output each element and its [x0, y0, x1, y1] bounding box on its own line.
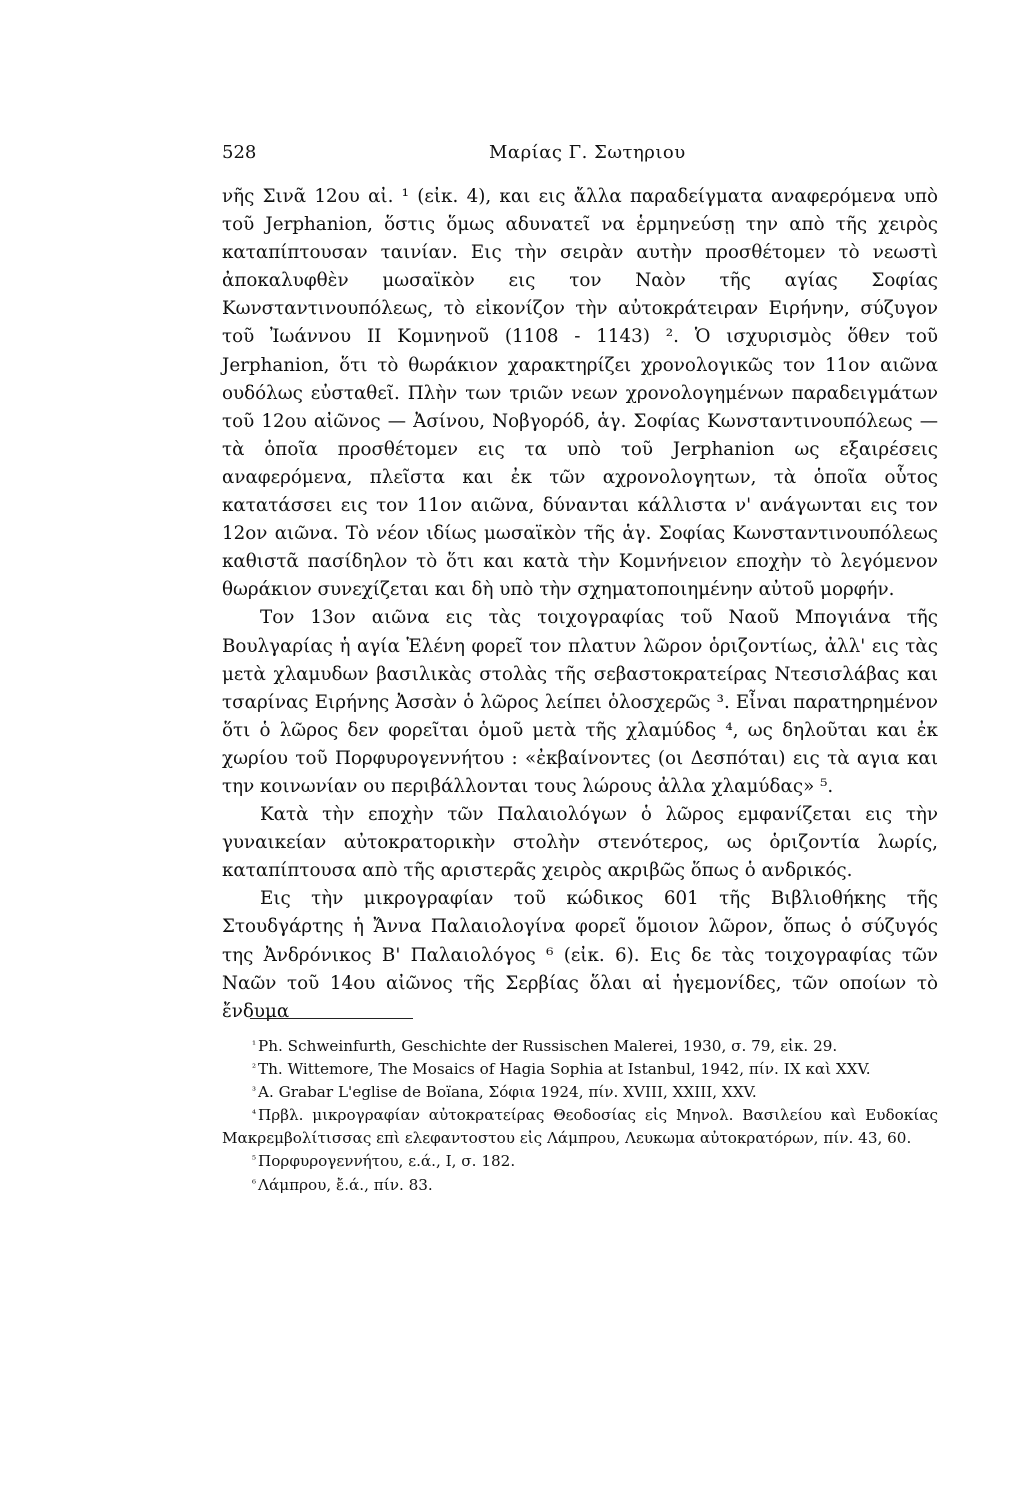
footnote-2-text: Th. Wittemore, The Mosaics of Hagia Sophia at Istanbul, 1942, πίν. IX καὶ XXV. [258, 1060, 871, 1079]
footnote-1-mark: ¹ [252, 1040, 257, 1051]
paragraph-1: νῆς Σινᾶ 12ου αἰ. ¹ (εἰκ. 4), και εις ἄλλα παραδείγματα αναφερόμενα υπὸ τοῦ Jerphanion, ὅστις ὅμως αδυνατεῖ να ἑρμηνεύσῃ την απὸ τῆς χειρὸς καταπίπτουσαν ταινίαν. Εις τὴν σειρὰν αυτὴν προσθέτομεν τὸ νεωστὶ ἀποκαλυφθὲν μωσαϊκὸν εις τον Ναὸν τῆς αγίας Σοφίας Κωνσταντινουπόλεως, τὸ εἰκονίζον τὴν αὐτοκράτειραν Ειρήνην, σύζυγον τοῦ Ἰωάννου ΙΙ Κομνηνοῦ (1108 - 1143) ². Ὁ ισχυρισμὸς ὅθεν τοῦ Jerphanion, ὅτι τὸ θωράκιον χαρακτηρίζει χρονολογικῶς τον 11ον αιῶνα ουδόλως εὐσταθεῖ. Πλὴν των τριῶν νεων χρονολογημένων παραδειγμάτων τοῦ 12ου αἰῶνος — Ἀσίνου, Νοβγορόδ, ἁγ. Σοφίας Κωνσταντινουπόλεως — τὰ ὁποῖα προσθέτομεν εις τα υπὸ τοῦ Jerphanion ως εξαιρέσεις αναφερόμενα, πλεῖστα και ἐκ τῶν αχρονολογητων, τὰ ὁποῖα οὗτος κατατάσσει εις τον 11ον αιῶνα, δύνανται κάλλιστα ν' ανάγωνται εις τον 12ον αιῶνα. Τὸ νέον ιδίως μωσαϊκὸν τῆς ἁγ. Σοφίας Κωνσταντινουπόλεως καθιστᾶ πασίδηλον τὸ ὅτι και κατὰ τὴν Κομνήνειον εποχὴν τὸ λεγόμενον θωράκιον συνεχίζεται και δὴ υπὸ τὴν σχηματοποιημένην αὐτοῦ μορφήν. [222, 186, 938, 601]
footnote-3-mark: ³ [252, 1086, 257, 1098]
footnote-5-text: Πορφυρογεννήτου, ε.ά., Ι, σ. 182. [258, 1152, 516, 1171]
footnote-3 [222, 1081, 938, 1104]
footnote-2 [222, 1058, 938, 1081]
footnote-5-mark: ⁵ [252, 1155, 257, 1167]
main-text [222, 183, 938, 1026]
footnote-1 [222, 1035, 938, 1058]
paragraph-3: Κατὰ τὴν εποχὴν τῶν Παλαιολόγων ὁ λῶρος εμφανίζεται εις τὴν γυναικείαν αὐτοκρατορικὴν στολὴν στενότερος, ως ὁριζοντία λωρίς, καταπίπτουσα απὸ τῆς αριστερᾶς χειρὸς ακριβῶς ὅπως ὁ ανδρικός. [222, 804, 938, 882]
footnote-6 [222, 1174, 938, 1197]
footnote-5 [222, 1150, 938, 1173]
page-header [222, 142, 938, 172]
page-number: 528 [222, 142, 257, 163]
paragraph-2: Τον 13ον αιῶνα εις τὰς τοιχογραφίας τοῦ Ναοῦ Μπογιάνα τῆς Βουλγαρίας ἡ αγία Ἑλένη φορεῖ τον πλατυν λῶρον ὁριζοντίως, ἀλλ' εις τὰς μετὰ χλαμυδων βασιλικὰς στολὰς τῆς σεβαστοκρατείρας Ντεσισλάβας και τσαρίνας Ειρήνης Ἀσσὰν ὁ λῶρος λείπει ὁλοσχερῶς ³. Εἶναι παρατηρημένον ὅτι ὁ λῶρος δεν φορεῖται ὁμοῦ μετὰ τῆς χλαμύδος ⁴, ως δηλοῦται και ἐκ χωρίου τοῦ Πορφυρογεννήτου : «ἐκβαίνοντες (οι Δεσπόται) εις τὰ αγια και την κοινωνίαν ου περιβάλλονται τους λώρους ἀλλα χλαμύδας» ⁵. [222, 607, 938, 797]
footnote-3-text: A. Grabar L'eglise de Boïana, Σόφια 1924, πίν. XVIII, XXIII, XXV. [258, 1083, 757, 1102]
footnote-2-mark: ² [252, 1063, 257, 1075]
footnote-6-text: Λάμπρου, ἔ.ά., πίν. 83. [258, 1175, 433, 1194]
footnote-4-text: Πρβλ. μικρογραφίαν αὐτοκρατείρας Θεοδοσίας εἰς Μηνολ. Βασιλείου καὶ Ευδοκίας Μακρεμβολίτισσας επὶ ελεφαντοστου εἰς Λάμπρου, Λευκωμα αὐτοκρατόρων, πίν. 43, 60. [222, 1106, 938, 1148]
paragraph-4: Εις τὴν μικρογραφίαν τοῦ κώδικος 601 τῆς Βιβλιοθήκης τῆς Στουδγάρτης ἡ Ἄννα Παλαιολογίνα φορεῖ ὅμοιον λῶρον, ὅπως ὁ σύζυγός της Ἀνδρόνικος Β' Παλαιολόγος ⁶ (εἰκ. 6). Εις δε τὰς τοιχογραφίας τῶν Ναῶν τοῦ 14ου αἰῶνος τῆς Σερβίας ὅλαι αἱ ἡγεμονίδες, τῶν οποίων τὸ ἔνδυμα [222, 888, 938, 1022]
footnote-1-text: Ph. Schweinfurth, Geschichte der Russischen Malerei, 1930, σ. 79, εἰκ. 29. [258, 1037, 838, 1055]
footnotes [222, 1035, 938, 1197]
footnote-4-mark: ⁴ [252, 1109, 257, 1121]
footnote-separator-rule [250, 1018, 413, 1019]
footnote-4 [222, 1104, 938, 1150]
footnote-6-mark: ⁶ [252, 1178, 257, 1190]
running-head: Μαρίας Γ. Σωτηριου [489, 142, 686, 163]
